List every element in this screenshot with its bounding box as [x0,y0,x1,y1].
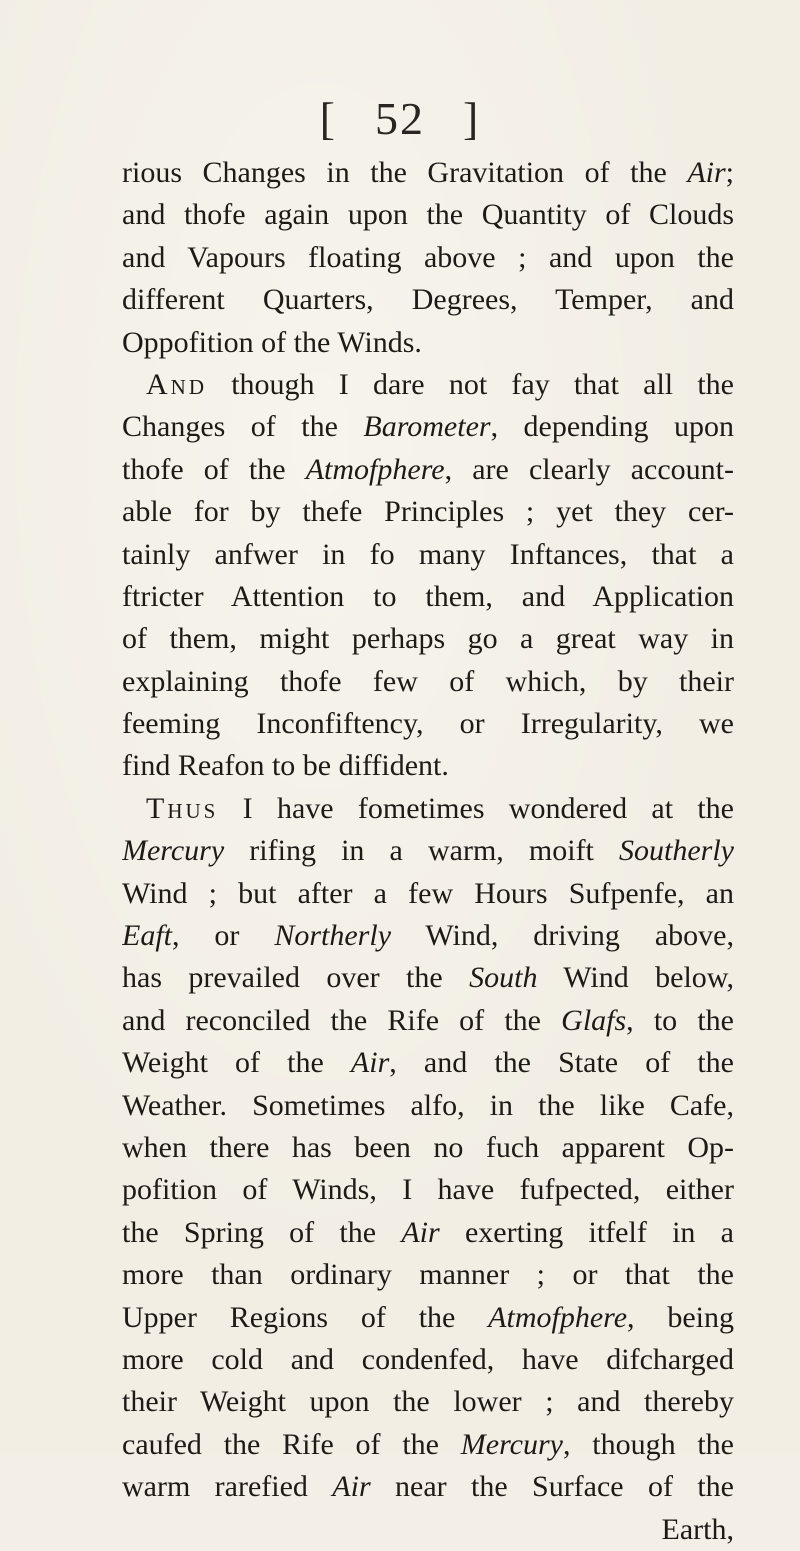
text-line [122,618,734,660]
text-run: their Weight upon the lower ; and thereby [122,1385,734,1419]
text-run: able for by thefe Principles ; yet they cer- [122,495,734,529]
text-run: pofition of Winds, I have fufpected, either [122,1173,734,1207]
text-line [122,1169,734,1211]
text-run: rious Changes in the Gravitation of the [122,156,688,189]
text-line [122,364,734,406]
text-run: warm rarefied [122,1470,333,1504]
text-run: more cold and condenfed, have difcharged [122,1342,734,1376]
text-line [122,576,734,618]
text-run: though I dare not fay that all the [207,367,734,401]
italic-text: Air [350,1046,390,1080]
text-line [122,1254,734,1296]
text-run: Changes of the [122,410,364,444]
text-run: , and the State of the [389,1046,734,1080]
text-run: find Reafon to be diffident. [122,749,449,783]
text-run: I have fometimes wondered at the [218,791,734,825]
text-run: thofe of the [122,452,306,486]
text-line [122,152,734,194]
text-line [122,1042,734,1084]
text-line [122,491,734,533]
catchword: Earth, [661,1512,734,1546]
text-line [122,279,734,321]
text-run: and reconciled the Rife of the [122,1003,562,1037]
text-line [122,406,734,448]
italic-text: South [469,961,538,995]
text-run: Oppofition of the Winds. [122,325,422,359]
text-run: feeming Inconfiftency, or Irregularity, we [122,707,734,741]
text-line [122,449,734,491]
text-run: and thofe again upon the Quantity of Clouds [122,198,734,232]
text-run: caufed the Rife of the [122,1427,461,1461]
text-run: Wind below, [537,961,734,995]
italic-text: Southerly [619,834,734,868]
text-run: of them, might perhaps go a great way in [122,622,734,656]
text-run: ftricter Attention to them, and Application [122,579,734,613]
italic-text: Air [687,156,726,189]
text-line [122,1381,734,1423]
text-line [122,1000,734,1042]
text-line [122,788,734,830]
page-number: 52 [375,93,425,144]
italic-text: Air [401,1215,440,1249]
text-line [122,322,734,364]
text-run: near the Surface of the [370,1470,734,1504]
text-run: , though the [562,1427,734,1461]
text-run: has prevailed over the [122,961,470,995]
small-caps-text: Thus [146,791,219,825]
text-line [122,661,734,703]
text-run: explaining thofe few of which, by their [122,664,734,698]
text-run: , depending upon [490,410,734,444]
text-run: , or [172,919,275,953]
italic-text: Barometer [363,410,491,444]
text-line [122,534,734,576]
text-run: Weight of the [122,1046,351,1080]
text-run: different Quarters, Degrees, Temper, and [122,283,734,317]
text-run: rifing in a warm, moift [224,834,620,868]
text-run: exerting itfelf in a [439,1215,734,1249]
bracket-open: [ [319,93,337,144]
text-line [122,1127,734,1169]
text-run: , being [627,1300,734,1334]
italic-text: Northerly [274,919,392,953]
text-run: Weather. Sometimes alfo, in the like Cafe, [122,1088,734,1122]
body-text [122,152,734,1551]
text-line [122,873,734,915]
text-run: Upper Regions of the [122,1300,489,1334]
text-run: Wind, driving above, [391,919,734,953]
text-line [122,1424,734,1466]
italic-text: Glafs [561,1003,627,1037]
italic-text: Mercury [122,834,225,868]
text-run: tainly anfwer in fo many Inftances, that a [122,537,734,571]
text-line [122,830,734,872]
text-line [122,1466,734,1508]
text-run: , to the [626,1003,734,1037]
italic-text: Atmofphere [488,1300,628,1334]
page-header [0,92,800,145]
text-line [122,957,734,999]
text-run: the Spring of the [122,1215,402,1249]
text-line [122,915,734,957]
text-line [122,237,734,279]
italic-text: Mercury [460,1427,563,1461]
bracket-close: ] [463,93,481,144]
text-run: when there has been no fuch apparent Op- [122,1130,734,1164]
italic-text: Atmofphere [305,452,445,486]
text-line [122,745,734,787]
text-run: ; [725,156,734,189]
italic-text: Eaft [122,919,172,953]
small-caps-text: And [146,367,207,401]
text-line [122,1339,734,1381]
text-line [122,194,734,236]
text-line [122,1297,734,1339]
text-run: , are clearly account- [444,452,734,486]
text-line [122,703,734,745]
text-run: and Vapours floating above ; and upon the [122,240,734,274]
text-line [122,1212,734,1254]
italic-text: Air [332,1470,371,1504]
text-line [122,1085,734,1127]
text-run: Wind ; but after a few Hours Sufpenfe, an [122,876,734,910]
text-run: more than ordinary manner ; or that the [122,1258,734,1292]
